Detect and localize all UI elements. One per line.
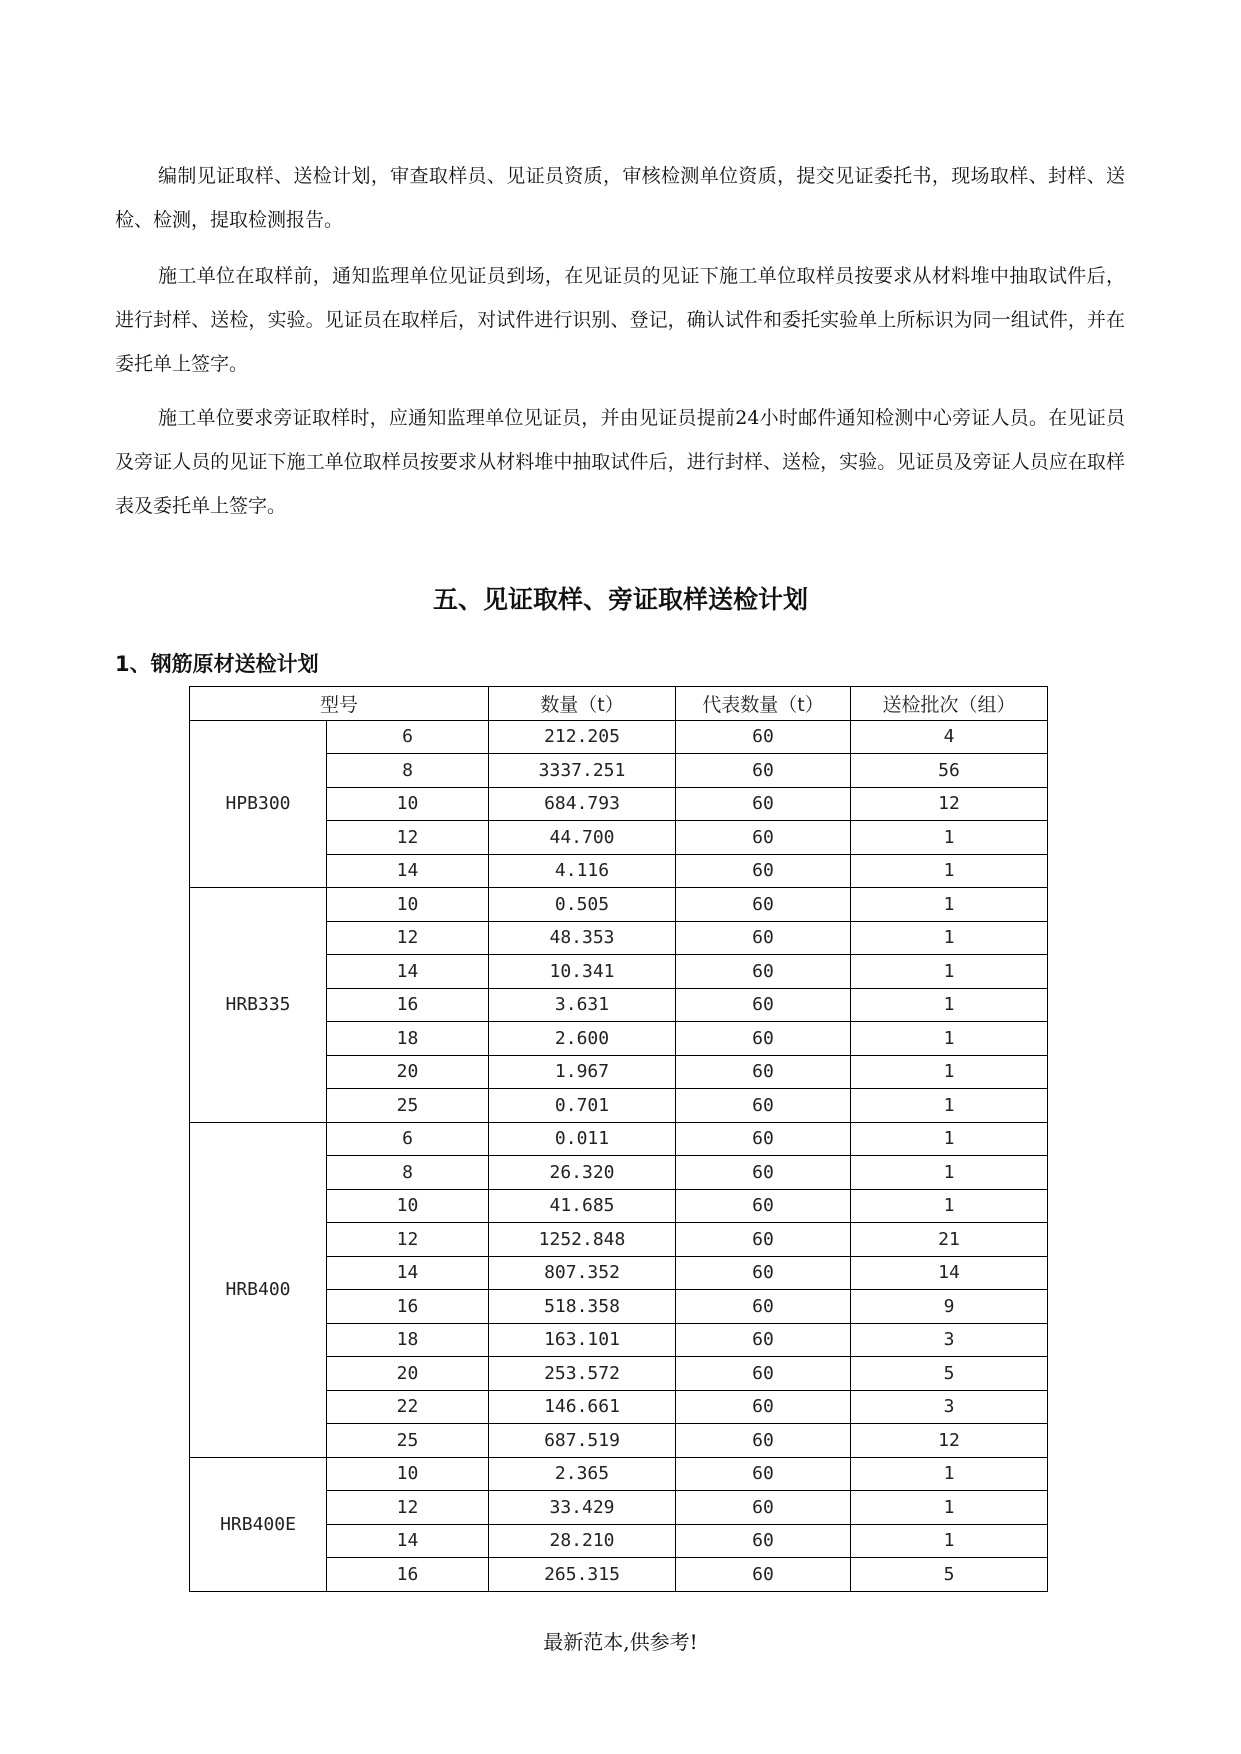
diameter-cell: 18 [327, 1022, 489, 1056]
quantity-cell: 2.365 [489, 1457, 676, 1491]
diameter-cell: 8 [327, 1156, 489, 1190]
diameter-cell: 14 [327, 955, 489, 989]
batches-cell: 1 [851, 821, 1048, 855]
quantity-cell: 0.011 [489, 1122, 676, 1156]
represent-quantity-cell: 60 [676, 1122, 851, 1156]
batches-cell: 1 [851, 1022, 1048, 1056]
diameter-cell: 12 [327, 1491, 489, 1525]
batches-cell: 1 [851, 921, 1048, 955]
diameter-cell: 20 [327, 1357, 489, 1391]
represent-quantity-cell: 60 [676, 1290, 851, 1324]
represent-quantity-cell: 60 [676, 955, 851, 989]
diameter-cell: 20 [327, 1055, 489, 1089]
diameter-cell: 12 [327, 1223, 489, 1257]
batches-cell: 56 [851, 754, 1048, 788]
quantity-cell: 3.631 [489, 988, 676, 1022]
quantity-cell: 44.700 [489, 821, 676, 855]
footer-note: 最新范本,供参考! [543, 1630, 698, 1654]
quantity-cell: 2.600 [489, 1022, 676, 1056]
paragraph: 施工单位在取样前，通知监理单位见证员到场，在见证员的见证下施工单位取样员按要求从材料堆中抽取试件后，进行封样、送检，实验。见证员在取样后，对试件进行识别、登记，确认试件和委托实验单上所标识为同一组试件，并在委托单上签字。 [115, 265, 1125, 375]
header-quantity: 数量（t） [489, 687, 676, 721]
batches-cell: 1 [851, 1189, 1048, 1223]
represent-quantity-cell: 60 [676, 821, 851, 855]
batches-cell: 1 [851, 1457, 1048, 1491]
table-row [190, 720, 1048, 754]
batches-cell: 1 [851, 1491, 1048, 1525]
quantity-cell: 3337.251 [489, 754, 676, 788]
rebar-type-cell: HPB300 [190, 720, 327, 888]
represent-quantity-cell: 60 [676, 787, 851, 821]
diameter-cell: 10 [327, 888, 489, 922]
represent-quantity-cell: 60 [676, 1390, 851, 1424]
quantity-cell: 10.341 [489, 955, 676, 989]
diameter-cell: 14 [327, 1524, 489, 1558]
diameter-cell: 18 [327, 1323, 489, 1357]
diameter-cell: 25 [327, 1424, 489, 1458]
represent-quantity-cell: 60 [676, 1256, 851, 1290]
quantity-cell: 0.505 [489, 888, 676, 922]
represent-quantity-cell: 60 [676, 1323, 851, 1357]
represent-quantity-cell: 60 [676, 1424, 851, 1458]
batches-cell: 1 [851, 1156, 1048, 1190]
rebar-type-cell: HRB400E [190, 1457, 327, 1591]
quantity-cell: 0.701 [489, 1089, 676, 1123]
diameter-cell: 22 [327, 1390, 489, 1424]
header-batches: 送检批次（组） [851, 687, 1048, 721]
batches-cell: 21 [851, 1223, 1048, 1257]
batches-cell: 4 [851, 720, 1048, 754]
represent-quantity-cell: 60 [676, 1558, 851, 1592]
section-title: 五、见证取样、旁证取样送检计划 [432, 585, 808, 614]
header-represent-quantity: 代表数量（t） [676, 687, 851, 721]
batches-cell: 1 [851, 888, 1048, 922]
table-row [190, 888, 1048, 922]
diameter-cell: 16 [327, 1558, 489, 1592]
quantity-cell: 28.210 [489, 1524, 676, 1558]
batches-cell: 1 [851, 1524, 1048, 1558]
represent-quantity-cell: 60 [676, 1189, 851, 1223]
diameter-cell: 10 [327, 787, 489, 821]
quantity-cell: 687.519 [489, 1424, 676, 1458]
paragraph: 施工单位要求旁证取样时，应通知监理单位见证员，并由见证员提前24小时邮件通知检测中心旁证人员。在见证员及旁证人员的见证下施工单位取样员按要求从材料堆中抽取试件后，进行封样、送检，实验。见证员及旁证人员应在取样表及委托单上签字。 [115, 407, 1125, 517]
represent-quantity-cell: 60 [676, 854, 851, 888]
diameter-cell: 6 [327, 720, 489, 754]
diameter-cell: 8 [327, 754, 489, 788]
diameter-cell: 14 [327, 854, 489, 888]
batches-cell: 3 [851, 1323, 1048, 1357]
diameter-cell: 6 [327, 1122, 489, 1156]
represent-quantity-cell: 60 [676, 754, 851, 788]
quantity-cell: 163.101 [489, 1323, 676, 1357]
batches-cell: 1 [851, 955, 1048, 989]
diameter-cell: 25 [327, 1089, 489, 1123]
quantity-cell: 265.315 [489, 1558, 676, 1592]
diameter-cell: 14 [327, 1256, 489, 1290]
diameter-cell: 16 [327, 988, 489, 1022]
represent-quantity-cell: 60 [676, 888, 851, 922]
quantity-cell: 33.429 [489, 1491, 676, 1525]
represent-quantity-cell: 60 [676, 1357, 851, 1391]
diameter-cell: 10 [327, 1457, 489, 1491]
batches-cell: 1 [851, 1122, 1048, 1156]
quantity-cell: 684.793 [489, 787, 676, 821]
rebar-type-cell: HRB400 [190, 1122, 327, 1457]
diameter-cell: 16 [327, 1290, 489, 1324]
batches-cell: 1 [851, 854, 1048, 888]
header-type: 型号 [190, 687, 489, 721]
table-body [190, 720, 1048, 1591]
diameter-cell: 12 [327, 921, 489, 955]
table-row [190, 1122, 1048, 1156]
represent-quantity-cell: 60 [676, 1491, 851, 1525]
represent-quantity-cell: 60 [676, 1089, 851, 1123]
batches-cell: 14 [851, 1256, 1048, 1290]
represent-quantity-cell: 60 [676, 1022, 851, 1056]
batches-cell: 1 [851, 988, 1048, 1022]
quantity-cell: 807.352 [489, 1256, 676, 1290]
represent-quantity-cell: 60 [676, 1457, 851, 1491]
batches-cell: 12 [851, 1424, 1048, 1458]
batches-cell: 1 [851, 1055, 1048, 1089]
quantity-cell: 41.685 [489, 1189, 676, 1223]
diameter-cell: 12 [327, 821, 489, 855]
quantity-cell: 212.205 [489, 720, 676, 754]
quantity-cell: 518.358 [489, 1290, 676, 1324]
rebar-type-cell: HRB335 [190, 888, 327, 1123]
represent-quantity-cell: 60 [676, 1524, 851, 1558]
subsection-title: 1、钢筋原材送检计划 [115, 652, 319, 676]
quantity-cell: 48.353 [489, 921, 676, 955]
batches-cell: 5 [851, 1558, 1048, 1592]
rebar-inspection-table [189, 686, 1048, 1592]
quantity-cell: 26.320 [489, 1156, 676, 1190]
represent-quantity-cell: 60 [676, 1156, 851, 1190]
represent-quantity-cell: 60 [676, 921, 851, 955]
quantity-cell: 1.967 [489, 1055, 676, 1089]
batches-cell: 12 [851, 787, 1048, 821]
quantity-cell: 146.661 [489, 1390, 676, 1424]
batches-cell: 9 [851, 1290, 1048, 1324]
batches-cell: 3 [851, 1390, 1048, 1424]
table-row [190, 1457, 1048, 1491]
paragraph: 编制见证取样、送检计划，审查取样员、见证员资质，审核检测单位资质，提交见证委托书，现场取样、封样、送检、检测，提取检测报告。 [115, 165, 1125, 231]
represent-quantity-cell: 60 [676, 720, 851, 754]
represent-quantity-cell: 60 [676, 1055, 851, 1089]
quantity-cell: 4.116 [489, 854, 676, 888]
batches-cell: 1 [851, 1089, 1048, 1123]
represent-quantity-cell: 60 [676, 988, 851, 1022]
quantity-cell: 1252.848 [489, 1223, 676, 1257]
table-header-row [190, 687, 1048, 721]
quantity-cell: 253.572 [489, 1357, 676, 1391]
batches-cell: 5 [851, 1357, 1048, 1391]
represent-quantity-cell: 60 [676, 1223, 851, 1257]
diameter-cell: 10 [327, 1189, 489, 1223]
